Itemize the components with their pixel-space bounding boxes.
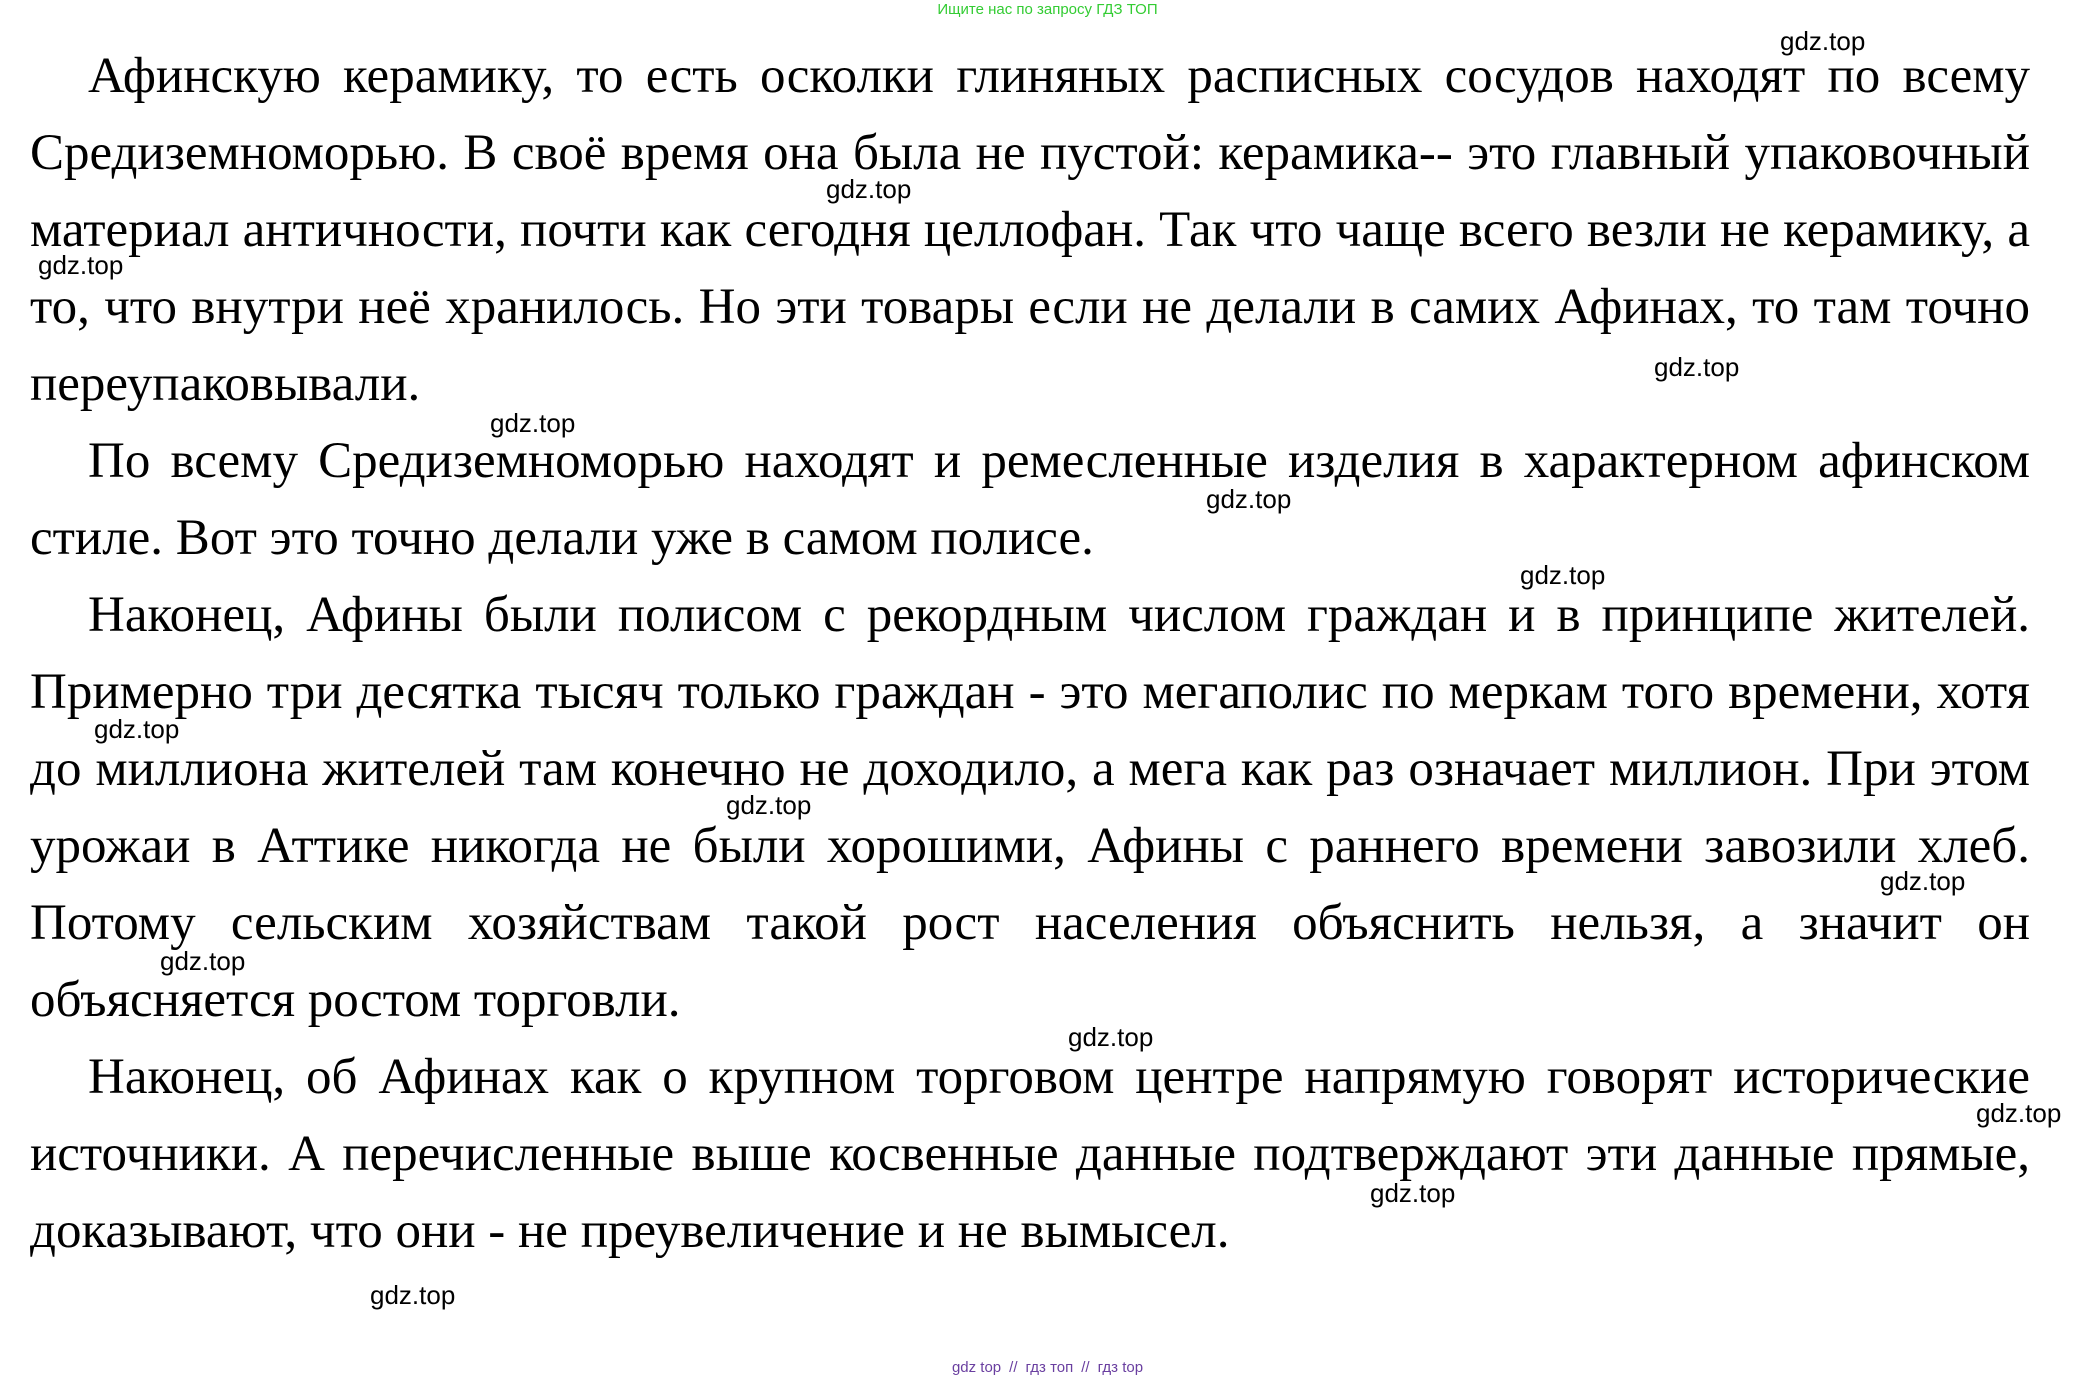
watermark: gdz.top	[1654, 352, 1740, 382]
footer-link[interactable]: гдз top	[1097, 1359, 1144, 1376]
watermark: gdz.top	[1976, 1098, 2062, 1128]
paragraph-4: Наконец, об Афинах как о крупном торговом центре напрямую говорят исторические источники. А перечисленные выше косвенные данные подтверждают эти данные прямые, доказывают, что они - не преувеличение и не вымысел.	[30, 1049, 2030, 1259]
watermark: gdz.top	[1068, 1022, 1154, 1052]
footer-links	[0, 1358, 2095, 1378]
paragraph-3: Наконец, Афины были полисом с рекордным числом граждан и в принципе жителей. Примерно три десятка тысяч только граждан - это мегаполис по меркам того времени, хотя до миллиона жителей там конечно не доходило, а мега как раз означает миллион. При этом урожаи в Аттике никогда не были хорошими, Афины с раннего времени завозили хлеб. Потому сельским хозяйствам такой рост населения объяснить нельзя, а значит он объясняется ростом торговли.	[30, 587, 2030, 1028]
watermark: gdz.top	[1520, 560, 1606, 590]
footer-link[interactable]: гдз топ	[1025, 1359, 1074, 1376]
watermark: gdz.top	[826, 174, 912, 204]
watermark: gdz.top	[1780, 26, 1866, 56]
watermark: gdz.top	[160, 946, 246, 976]
watermark: gdz.top	[1880, 866, 1966, 896]
watermark: gdz.top	[38, 250, 124, 280]
watermark: gdz.top	[726, 790, 812, 820]
answer-text	[30, 38, 2030, 1270]
watermark: gdz.top	[490, 408, 576, 438]
watermark: gdz.top	[1206, 484, 1292, 514]
paragraph-1: Афинскую керамику, то есть осколки глиняных расписных сосудов находят по всему Средиземноморью. В своё время она была не пустой: керамика-- это главный упаковочный материал античности, почти как сегодня целлофан. Так что чаще всего везли не керамику, а то, что внутри неё хранилось. Но эти товары если не делали в самих Афинах, то там точно переупаковывали.	[30, 48, 2030, 412]
footer-separator: //	[1009, 1359, 1018, 1376]
footer-separator: //	[1081, 1359, 1090, 1376]
footer-link[interactable]: gdz top	[951, 1359, 1002, 1376]
paragraph-2: По всему Средиземноморью находят и ремесленные изделия в характерном афинском стиле. Вот это точно делали уже в самом полисе.	[30, 433, 2030, 566]
watermark: gdz.top	[1370, 1178, 1456, 1208]
watermark: gdz.top	[94, 714, 180, 744]
watermark: gdz.top	[370, 1280, 456, 1310]
top-banner: Ищите нас по запросу ГДЗ ТОП	[937, 1, 1158, 18]
